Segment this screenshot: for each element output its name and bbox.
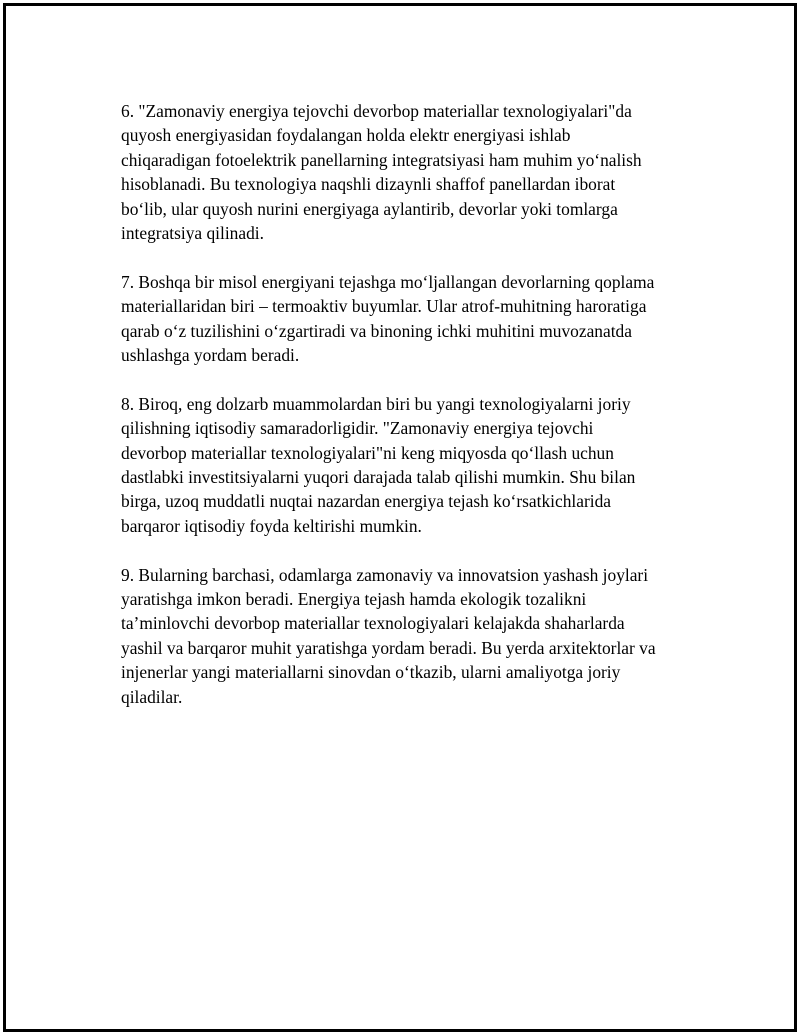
text-line: materiallaridan biri – termoaktiv buyumlar. Ular atrof-muhitning haroratiga [121,296,647,317]
text-line: chiqaradigan fotoelektrik panellarning integratsiyasi ham muhim yo‘nalish [121,149,642,170]
text-line: devorbop materiallar texnologiyalari"ni keng miqyosda qo‘llash uchun [121,442,614,463]
text-line: integratsiya qilinadi. [121,223,264,244]
text-line: 6. "Zamonaviy energiya tejovchi devorbop materiallar texnologiyalari"da [121,101,632,121]
text-line: barqaror iqtisodiy foyda keltirishi mumkin. [121,515,422,536]
text-line: 9. Bularning barchasi, odamlarga zamonaviy va innovatsion yashash joylari [121,564,649,585]
text-line: qarab o‘z tuzilishini o‘zgartiradi va binoning ichki muhitini muvozanatda [121,320,632,341]
text-line: birga, uzoq muddatli nuqtai nazardan energiya tejash ko‘rsatkichlarida [121,491,611,512]
text-line: qilishning iqtisodiy samaradorligidir. "Zamonaviy energiya tejovchi [121,418,594,439]
paragraph-9 [121,563,701,709]
page-frame [3,3,797,1032]
text-line: quyosh energiyasidan foydalangan holda elektr energiyasi ishlab [121,125,571,146]
text-line: injenerlar yangi materiallarni sinovdan o‘tkazib, ularni amaliyotga joriy [121,662,621,683]
text-line: 8. Biroq, eng dolzarb muammolardan biri bu yangi texnologiyalarni joriy [121,393,631,414]
text-line: ushlashga yordam beradi. [121,345,300,366]
text-line: bo‘lib, ular quyosh nurini energiyaga aylantirib, devorlar yoki tomlarga [121,198,618,219]
text-line: hisoblanadi. Bu texnologiya naqshli dizaynli shaffof panellardan iborat [121,174,616,195]
text-line: yaratishga imkon beradi. Energiya tejash hamda ekologik tozalikni [121,589,587,610]
paragraph-6 [121,99,701,245]
text-line: qiladilar. [121,686,183,707]
text-line: yashil va barqaror muhit yaratishga yordam beradi. Bu yerda arxitektorlar va [121,637,656,658]
paragraph-7 [121,270,701,368]
document-body [121,99,701,709]
text-line: 7. Boshqa bir misol energiyani tejashga mo‘ljallangan devorlarning qoplama [121,271,655,292]
text-line: dastlabki investitsiyalarni yuqori darajada talab qilishi mumkin. Shu bilan [121,467,636,488]
text-line: ta’minlovchi devorbop materiallar texnologiyalari kelajakda shaharlarda [121,613,625,634]
paragraph-8 [121,392,701,538]
